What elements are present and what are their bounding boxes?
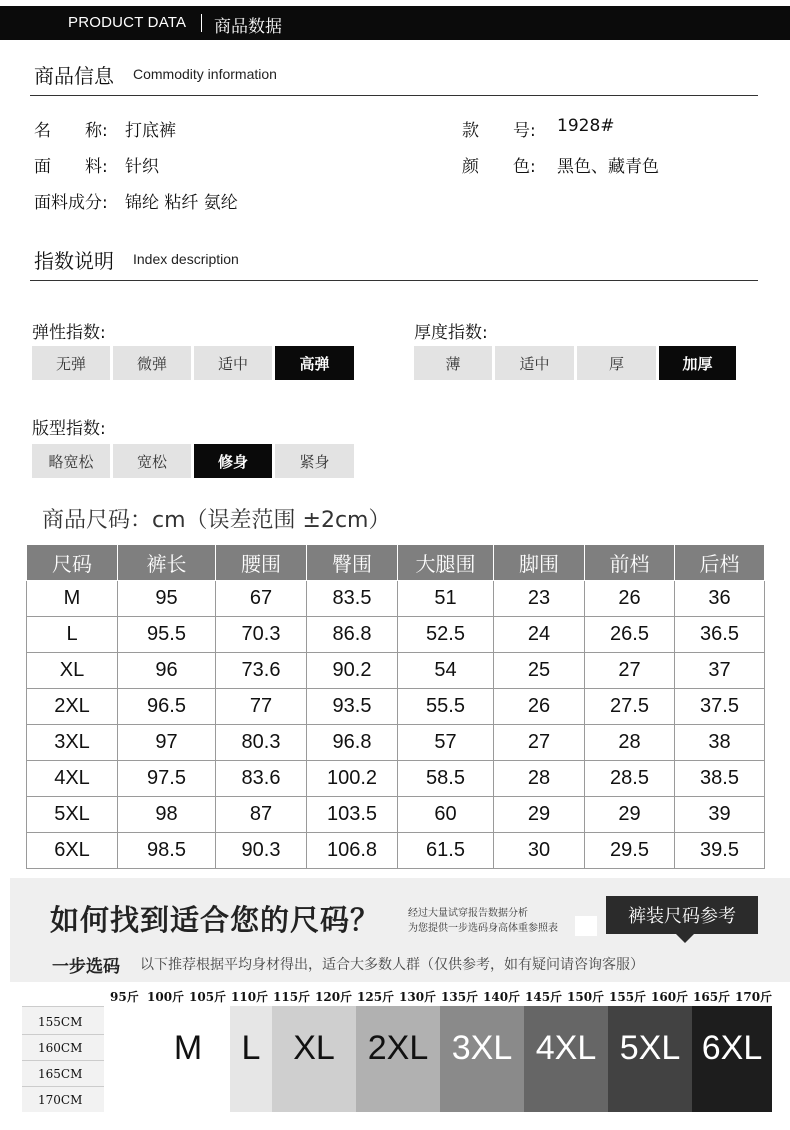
- table-cell: 2XL: [27, 689, 118, 725]
- weight-label: 145斤: [525, 990, 563, 1004]
- fabric-label: 面 料:: [34, 157, 108, 177]
- size-block-label: XL: [293, 1028, 335, 1067]
- table-row: [27, 797, 765, 833]
- table-cell: 54: [398, 653, 494, 689]
- table-cell: 98.5: [118, 833, 216, 869]
- table-cell: 28: [494, 761, 585, 797]
- table-cell: 51: [398, 581, 494, 617]
- table-cell: 36.5: [675, 617, 765, 653]
- size-block-l: [230, 1006, 272, 1112]
- table-cell: 80.3: [216, 725, 307, 761]
- one-step-label: 一步选码: [52, 957, 120, 977]
- table-cell: 39: [675, 797, 765, 833]
- table-cell: 96: [118, 653, 216, 689]
- commodity-section-subtitle: Commodity information: [133, 66, 277, 82]
- table-cell: 90.2: [307, 653, 398, 689]
- fit-label: 版型指数:: [32, 419, 106, 439]
- weight-label: 105斤: [189, 990, 227, 1004]
- table-cell: 55.5: [398, 689, 494, 725]
- size-table: [26, 544, 765, 869]
- size-block-m: [146, 1006, 230, 1112]
- header-title-en: PRODUCT DATA: [68, 14, 187, 31]
- table-cell: 58.5: [398, 761, 494, 797]
- table-cell: 60: [398, 797, 494, 833]
- size-guide-title: 如何找到适合您的尺码？: [50, 903, 381, 937]
- table-cell: 27: [494, 725, 585, 761]
- height-label: 160CM: [38, 1041, 83, 1055]
- size-block-2xl: [356, 1006, 440, 1112]
- table-cell: 97: [118, 725, 216, 761]
- weight-label: 120斤: [315, 990, 353, 1004]
- table-cell: 103.5: [307, 797, 398, 833]
- header-thigh: 大腿围: [398, 545, 494, 581]
- weight-label: 150斤: [567, 990, 605, 1004]
- weight-label: 110斤: [231, 990, 269, 1004]
- weight-label: 100斤: [147, 990, 185, 1004]
- size-block-label: 6XL: [701, 1028, 763, 1067]
- table-cell: 26: [494, 689, 585, 725]
- thickness-label: 厚度指数:: [414, 323, 488, 343]
- table-cell: 95: [118, 581, 216, 617]
- weight-label: 140斤: [483, 990, 521, 1004]
- header-front-rise: 前档: [585, 545, 675, 581]
- table-cell: 97.5: [118, 761, 216, 797]
- size-block-6xl: [692, 1006, 772, 1112]
- name-value: 打底裤: [125, 121, 176, 141]
- table-cell: 6XL: [27, 833, 118, 869]
- size-block-label: 3XL: [451, 1028, 513, 1067]
- table-cell: 29: [494, 797, 585, 833]
- table-cell: 27.5: [585, 689, 675, 725]
- size-block-label: 5XL: [619, 1028, 681, 1067]
- name-label: 名 称:: [34, 121, 108, 141]
- weight-label: 130斤: [399, 990, 437, 1004]
- height-label: 170CM: [38, 1093, 83, 1107]
- thickness-option-medium: 适中: [495, 346, 574, 380]
- table-row: [27, 833, 765, 869]
- height-label: 165CM: [38, 1067, 83, 1081]
- table-cell: 100.2: [307, 761, 398, 797]
- table-cell: 93.5: [307, 689, 398, 725]
- thickness-option-thick: 厚: [577, 346, 656, 380]
- table-cell: 77: [216, 689, 307, 725]
- table-cell: 37: [675, 653, 765, 689]
- header-size: 尺码: [27, 545, 118, 581]
- size-block-label: M: [173, 1028, 203, 1067]
- table-cell: 30: [494, 833, 585, 869]
- weight-label: 135斤: [441, 990, 479, 1004]
- index-section-subtitle: Index description: [133, 251, 239, 267]
- table-cell: 86.8: [307, 617, 398, 653]
- table-row: [27, 725, 765, 761]
- composition-label: 面料成分:: [34, 193, 108, 213]
- fit-option-loose: 宽松: [113, 444, 191, 478]
- table-cell: 98: [118, 797, 216, 833]
- table-cell: M: [27, 581, 118, 617]
- size-block-label: L: [241, 1028, 261, 1067]
- fit-option-tight: 紧身: [275, 444, 354, 478]
- thickness-option-extra-thick-selected: 加厚: [659, 346, 736, 380]
- weight-label: 115斤: [273, 990, 311, 1004]
- height-divider: [22, 1086, 104, 1087]
- fit-option-slightly-loose: 略宽松: [32, 444, 110, 478]
- size-guide-disclaimer: 以下推荐根据平均身材得出，适合大多数人群（仅供参考，如有疑问请咨询客服）: [140, 957, 644, 973]
- table-cell: 29.5: [585, 833, 675, 869]
- elasticity-option-medium: 适中: [194, 346, 272, 380]
- table-cell: 83.5: [307, 581, 398, 617]
- commodity-divider: [30, 95, 758, 96]
- size-block-label: 2XL: [367, 1028, 429, 1067]
- height-divider: [22, 1060, 104, 1061]
- weight-label: 170斤: [735, 990, 773, 1004]
- index-divider: [30, 280, 758, 281]
- table-cell: 70.3: [216, 617, 307, 653]
- header-back-rise: 后档: [675, 545, 765, 581]
- elasticity-label: 弹性指数:: [32, 323, 106, 343]
- elasticity-option-none: 无弹: [32, 346, 110, 380]
- size-guide-note-line1: 经过大量试穿报告数据分析: [408, 908, 528, 919]
- elasticity-option-slight: 微弹: [113, 346, 191, 380]
- color-label: 颜 色:: [462, 157, 536, 177]
- table-row: [27, 617, 765, 653]
- table-cell: 39.5: [675, 833, 765, 869]
- table-cell: 96.8: [307, 725, 398, 761]
- fabric-value: 针织: [125, 157, 159, 177]
- weight-label: 125斤: [357, 990, 395, 1004]
- commodity-section-title: 商品信息: [34, 64, 114, 88]
- badge-pointer: [676, 934, 694, 943]
- header-bar: [0, 6, 790, 40]
- table-cell: 23: [494, 581, 585, 617]
- table-cell: 37.5: [675, 689, 765, 725]
- table-cell: 106.8: [307, 833, 398, 869]
- table-row: [27, 653, 765, 689]
- size-block-3xl: [440, 1006, 524, 1112]
- height-divider: [22, 1006, 104, 1007]
- table-cell: 83.6: [216, 761, 307, 797]
- table-cell: 5XL: [27, 797, 118, 833]
- table-cell: 4XL: [27, 761, 118, 797]
- weight-label: 165斤: [693, 990, 731, 1004]
- table-cell: 73.6: [216, 653, 307, 689]
- table-cell: 26.5: [585, 617, 675, 653]
- elasticity-option-high-selected: 高弹: [275, 346, 354, 380]
- weight-label: 155斤: [609, 990, 647, 1004]
- table-cell: 26: [585, 581, 675, 617]
- height-divider: [22, 1034, 104, 1035]
- fit-option-slim-selected: 修身: [194, 444, 272, 478]
- index-section-title: 指数说明: [34, 249, 114, 273]
- table-cell: 25: [494, 653, 585, 689]
- table-cell: 87: [216, 797, 307, 833]
- table-cell: 38.5: [675, 761, 765, 797]
- header-title-zh: 商品数据: [214, 17, 282, 37]
- table-cell: 27: [585, 653, 675, 689]
- style-value: 1928#: [557, 116, 615, 136]
- style-label: 款 号:: [462, 121, 536, 141]
- table-cell: 28: [585, 725, 675, 761]
- table-cell: 67: [216, 581, 307, 617]
- header-length: 裤长: [118, 545, 216, 581]
- thickness-option-thin: 薄: [414, 346, 492, 380]
- table-cell: 52.5: [398, 617, 494, 653]
- table-row: [27, 581, 765, 617]
- header-hip: 臀围: [307, 545, 398, 581]
- table-row: [27, 689, 765, 725]
- table-cell: 57: [398, 725, 494, 761]
- size-table-title: 商品尺码：cm（误差范围 ±2cm）: [42, 508, 391, 533]
- composition-value: 锦纶 粘纤 氨纶: [125, 193, 238, 213]
- size-block-5xl: [608, 1006, 692, 1112]
- table-cell: L: [27, 617, 118, 653]
- header-ankle: 脚围: [494, 545, 585, 581]
- size-block-4xl: [524, 1006, 608, 1112]
- table-cell: 95.5: [118, 617, 216, 653]
- table-cell: 36: [675, 581, 765, 617]
- table-cell: 96.5: [118, 689, 216, 725]
- size-block-xl: [272, 1006, 356, 1112]
- size-table-header-row: [27, 545, 765, 581]
- size-guide-note-line2: 为您提供一步选码身高体重参照表: [408, 923, 558, 934]
- table-cell: 90.3: [216, 833, 307, 869]
- weight-label: 95斤: [110, 990, 139, 1004]
- table-cell: 28.5: [585, 761, 675, 797]
- header-divider: [201, 14, 202, 32]
- color-value: 黑色、藏青色: [557, 157, 659, 177]
- size-guide-spacer: [575, 916, 597, 936]
- header-waist: 腰围: [216, 545, 307, 581]
- table-cell: 3XL: [27, 725, 118, 761]
- size-block-label: 4XL: [535, 1028, 597, 1067]
- table-row: [27, 761, 765, 797]
- pants-size-reference-badge: 裤装尺码参考: [606, 896, 758, 934]
- height-label: 155CM: [38, 1015, 83, 1029]
- table-cell: 24: [494, 617, 585, 653]
- table-cell: XL: [27, 653, 118, 689]
- table-cell: 29: [585, 797, 675, 833]
- table-cell: 38: [675, 725, 765, 761]
- table-cell: 61.5: [398, 833, 494, 869]
- weight-label: 160斤: [651, 990, 689, 1004]
